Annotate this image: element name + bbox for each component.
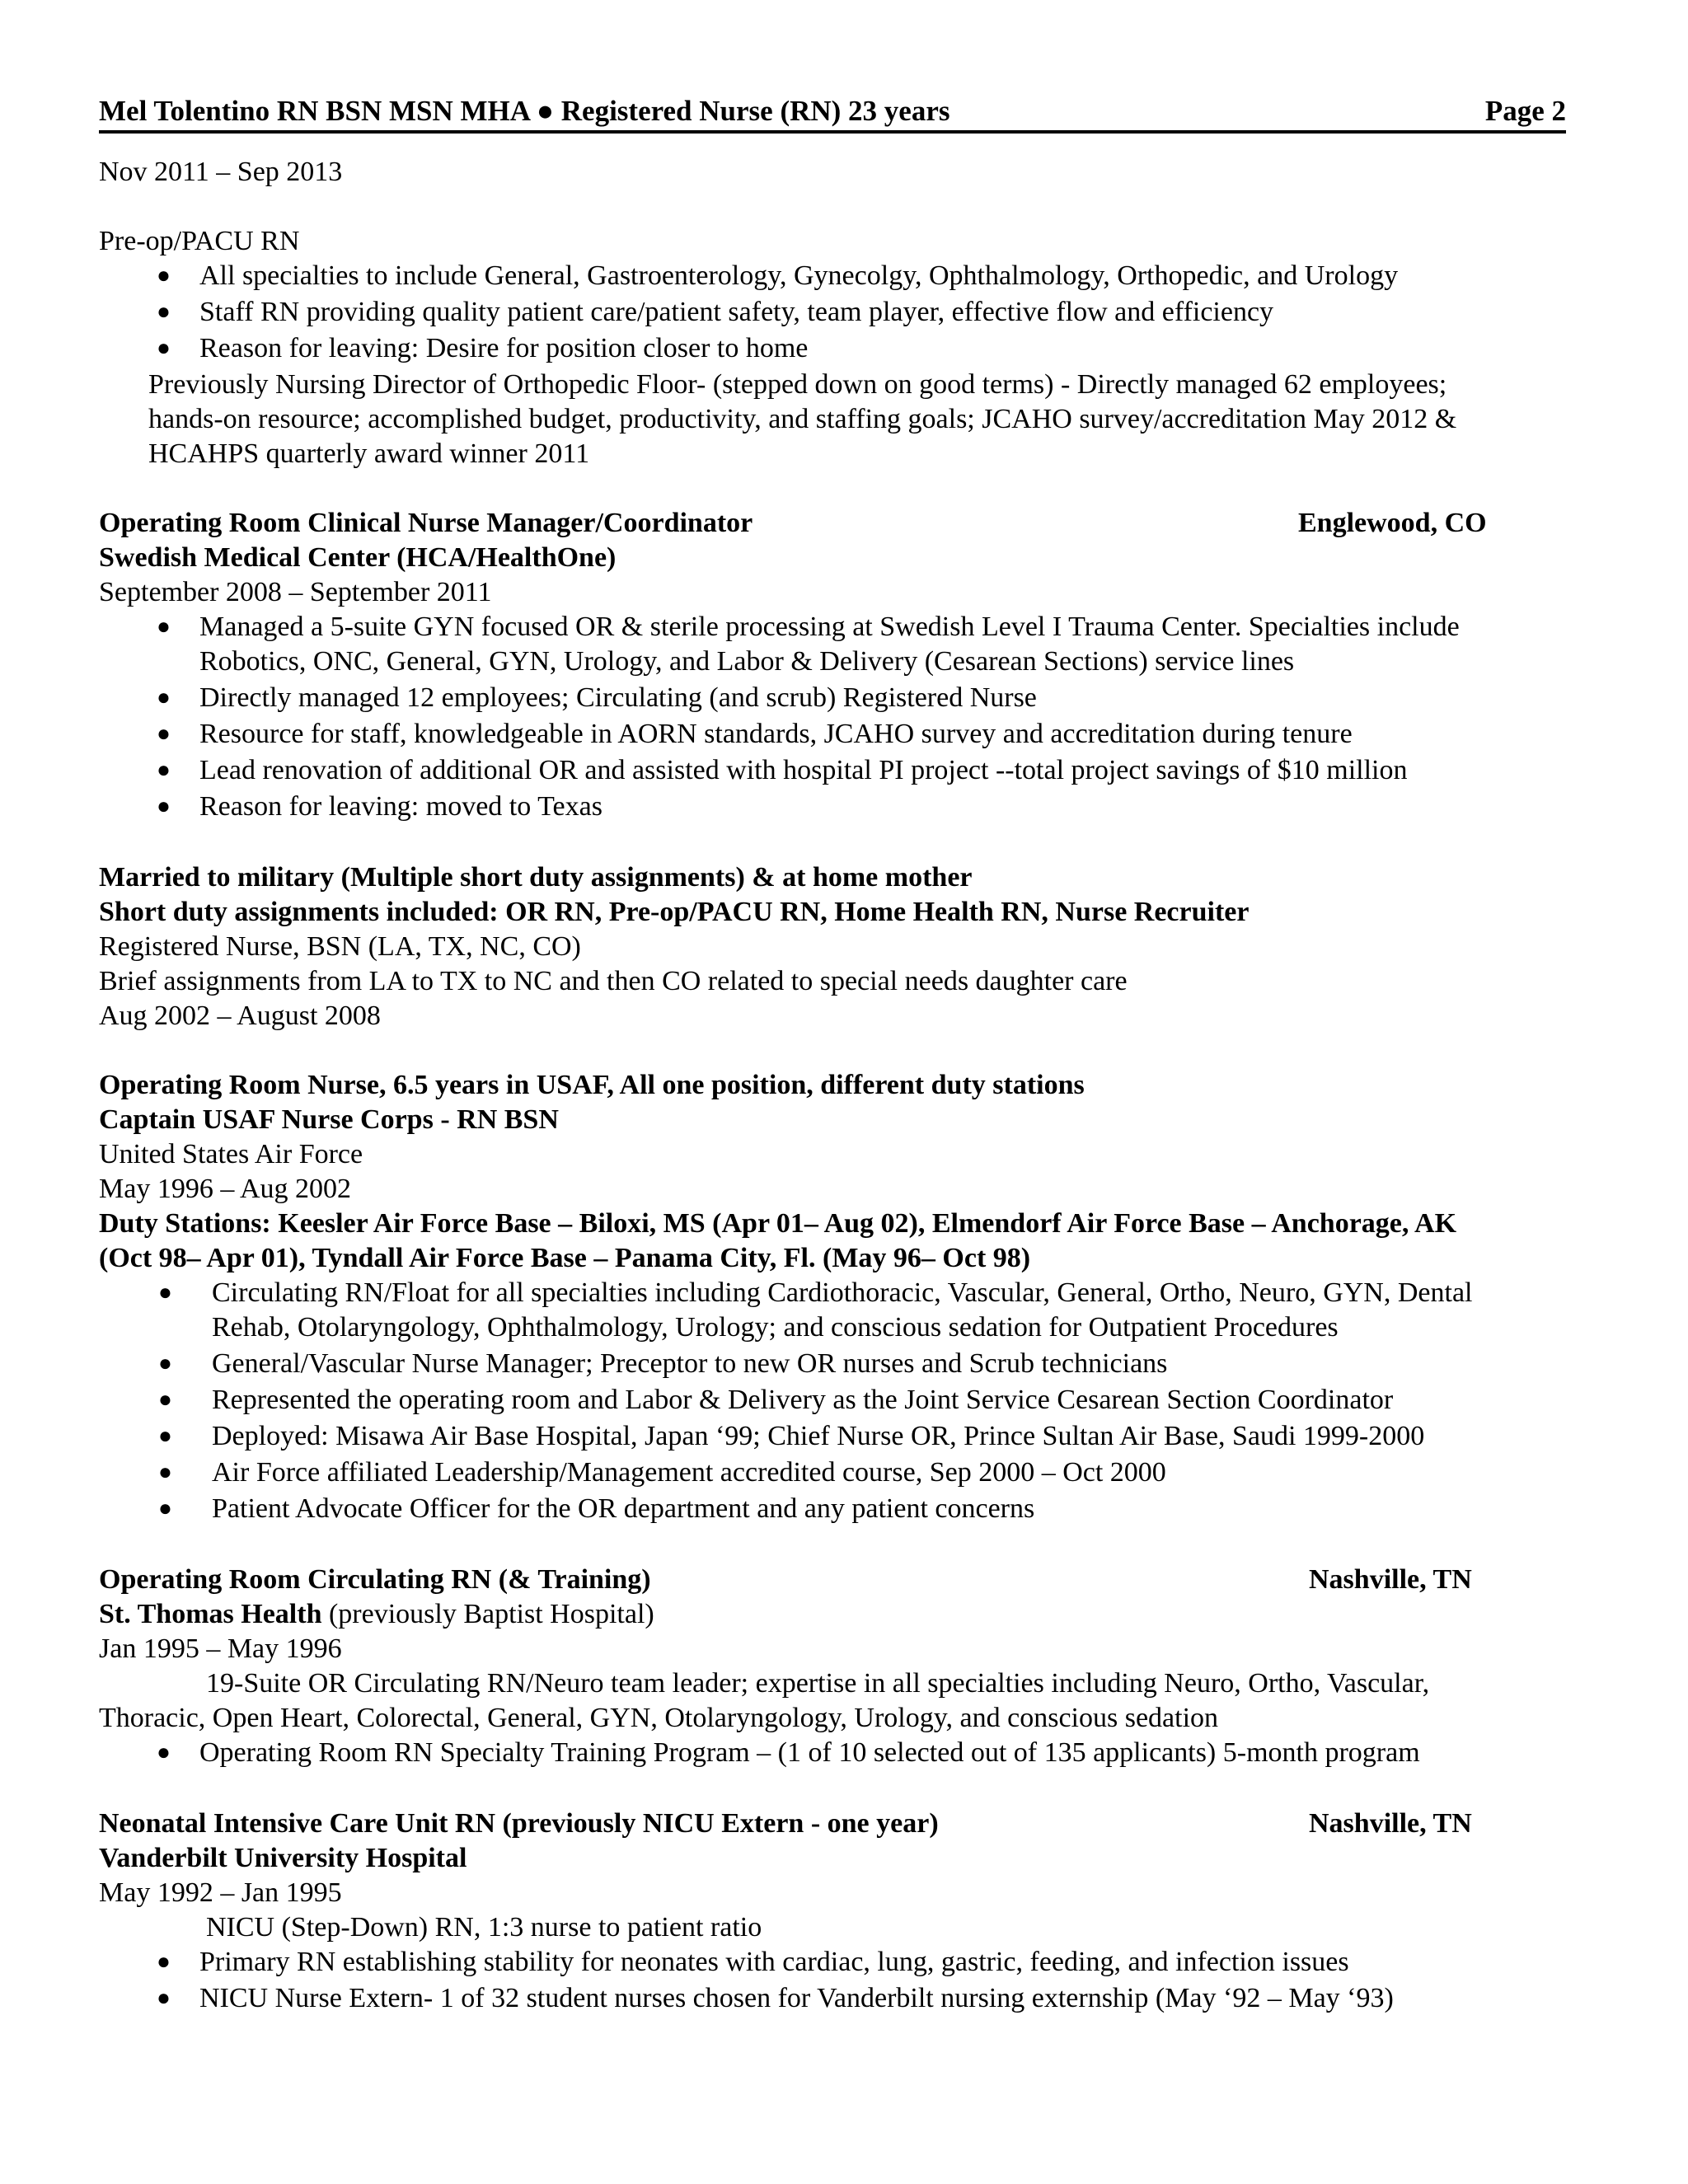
list-item: ● Air Force affiliated Leadership/Management accredited course, Sep 2000 – Oct 2000 bbox=[99, 1455, 1566, 1490]
job-bullets bbox=[99, 1945, 1566, 2016]
duty-stations: Duty Stations: Keesler Air Force Base – Biloxi, MS (Apr 01– Aug 02), Elmendorf Air Force Base – Anchorage, AK bbox=[99, 1208, 1457, 1239]
bullet-icon: ● bbox=[158, 1280, 172, 1305]
job-military-spouse bbox=[99, 860, 1566, 1033]
bullet-icon: ● bbox=[157, 1740, 171, 1765]
list-item: ● Reason for leaving: moved to Texas bbox=[99, 790, 1566, 824]
job-dates: September 2008 – September 2011 bbox=[99, 577, 492, 607]
list-item: ● General/Vascular Nurse Manager; Preceptor to new OR nurses and Scrub technicians bbox=[99, 1347, 1566, 1381]
bullet-icon: ● bbox=[158, 1496, 172, 1521]
job-description: Brief assignments from LA to TX to NC and then CO related to special needs daughter care bbox=[99, 966, 1128, 996]
list-item: ● Staff RN providing quality patient care/patient safety, team player, effective flow and efficiency bbox=[99, 295, 1566, 330]
job-location: Nashville, TN bbox=[1309, 1564, 1472, 1595]
list-item: ● Represented the operating room and Labor & Delivery as the Joint Service Cesarean Section Coordinator bbox=[99, 1383, 1566, 1418]
job-nicu-rn bbox=[99, 1807, 1566, 2016]
bullet-icon: ● bbox=[157, 685, 171, 710]
bullet-icon: ● bbox=[158, 1387, 172, 1413]
job-description: Thoracic, Open Heart, Colorectal, General, GYN, Otolaryngology, Urology, and conscious sedation bbox=[99, 1703, 1219, 1733]
job-description: NICU (Step-Down) RN, 1:3 nurse to patient ratio bbox=[206, 1912, 762, 1943]
job-role: Registered Nurse, BSN (LA, TX, NC, CO) bbox=[99, 931, 581, 962]
bullet-icon: ● bbox=[158, 1423, 172, 1449]
job-dates: Nov 2011 – Sep 2013 bbox=[99, 157, 343, 187]
job-employer: Vanderbilt University Hospital bbox=[99, 1843, 467, 1873]
bullet-icon: ● bbox=[157, 1985, 171, 2011]
bullet-icon: ● bbox=[158, 1460, 172, 1485]
bullet-icon: ● bbox=[157, 721, 171, 747]
job-or-clinical-manager bbox=[99, 506, 1566, 824]
bullet-icon: ● bbox=[157, 1949, 171, 1975]
list-item: ● Resource for staff, knowledgeable in AORN standards, JCAHO survey and accreditation during tenure bbox=[99, 717, 1566, 752]
job-employer: Swedish Medical Center (HCA/HealthOne) bbox=[99, 542, 617, 573]
job-title: Married to military (Multiple short duty assignments) & at home mother bbox=[99, 862, 973, 893]
bullet-icon: ● bbox=[157, 794, 171, 819]
job-employer: United States Air Force bbox=[99, 1139, 363, 1169]
bullet-icon: ● bbox=[157, 614, 171, 640]
job-bullets bbox=[99, 1276, 1566, 1526]
list-item: ● Circulating RN/Float for all specialties including Cardiothoracic, Vascular, General, Ortho, Neuro, GYN, Dental Rehab, Otolaryngology, Ophthalmology, Urology; and conscious sedation for Outpatient Procedures bbox=[158, 1277, 1473, 1343]
job-title: Operating Room Nurse, 6.5 years in USAF, All one position, different duty stations bbox=[99, 1070, 1085, 1100]
job-title: Operating Room Clinical Nurse Manager/Coordinator bbox=[99, 508, 753, 538]
duty-stations: (Oct 98– Apr 01), Tyndall Air Force Base – Panama City, Fl. (May 96– Oct 98) bbox=[99, 1243, 1031, 1273]
job-title: Operating Room Circulating RN (& Training) bbox=[99, 1564, 651, 1595]
job-location: Nashville, TN bbox=[1309, 1808, 1472, 1839]
bullet-icon: ● bbox=[158, 1351, 172, 1376]
list-item: ● Operating Room RN Specialty Training Program – (1 of 10 selected out of 135 applicants) 5-month program bbox=[99, 1736, 1566, 1770]
list-item: ● Directly managed 12 employees; Circulating (and scrub) Registered Nurse bbox=[99, 681, 1566, 715]
job-bullets bbox=[99, 1736, 1566, 1770]
list-item: ● Deployed: Misawa Air Base Hospital, Japan ‘99; Chief Nurse OR, Prince Sultan Air Base, Saudi 1999-2000 bbox=[99, 1419, 1566, 1454]
job-note: hands-on resource; accomplished budget, productivity, and staffing goals; JCAHO survey/accreditation May 2012 & bbox=[148, 404, 1457, 434]
job-dates: Jan 1995 – May 1996 bbox=[99, 1633, 342, 1664]
page-number: Page 2 bbox=[1484, 95, 1566, 127]
job-dates: May 1996 – Aug 2002 bbox=[99, 1174, 351, 1204]
list-item: ● NICU Nurse Extern- 1 of 32 student nurses chosen for Vanderbilt nursing externship (May ‘92 – May ‘93) bbox=[99, 1981, 1566, 2016]
list-item: ● Patient Advocate Officer for the OR department and any patient concerns bbox=[99, 1492, 1566, 1526]
job-employer: St. Thomas Health (previously Baptist Hospital) bbox=[99, 1599, 654, 1629]
list-item: ● Primary RN establishing stability for neonates with cardiac, lung, gastric, feeding, and infection issues bbox=[99, 1945, 1566, 1980]
list-item: ● Lead renovation of additional OR and assisted with hospital PI project --total project savings of $10 million bbox=[99, 753, 1566, 788]
job-location: Englewood, CO bbox=[1298, 508, 1487, 538]
job-dates: May 1992 – Jan 1995 bbox=[99, 1877, 342, 1908]
job-title: Neonatal Intensive Care Unit RN (previously NICU Extern - one year) bbox=[99, 1808, 939, 1839]
job-preop-pacu bbox=[99, 155, 1566, 471]
resume-page bbox=[99, 94, 1566, 2018]
bullet-icon: ● bbox=[157, 299, 171, 325]
header-name: Mel Tolentino RN BSN MSN MHA ● Registered Nurse (RN) 23 years bbox=[99, 95, 950, 127]
job-bullets bbox=[99, 259, 1566, 366]
job-heading bbox=[99, 1563, 1566, 1597]
job-note: HCAHPS quarterly award winner 2011 bbox=[148, 438, 590, 469]
bullet-icon: ● bbox=[157, 335, 171, 361]
job-heading bbox=[99, 1807, 1566, 1841]
list-item: ● Reason for leaving: Desire for position closer to home bbox=[99, 331, 1566, 366]
job-note: Previously Nursing Director of Orthopedic Floor- (stepped down on good terms) - Directly managed 62 employees; bbox=[148, 369, 1447, 400]
job-subtitle: Short duty assignments included: OR RN, Pre-op/PACU RN, Home Health RN, Nurse Recruiter bbox=[99, 897, 1250, 927]
page-header bbox=[99, 94, 1566, 134]
bullet-icon: ● bbox=[157, 263, 171, 288]
list-item: ● Managed a 5-suite GYN focused OR & sterile processing at Swedish Level I Trauma Center. Specialties include Robotics, ONC, General, GYN, Urology, and Labor & Delivery (Cesarean Sections) service lines bbox=[157, 612, 1460, 677]
job-heading bbox=[99, 506, 1566, 541]
job-or-circulating-rn bbox=[99, 1563, 1566, 1770]
list-item: ● All specialties to include General, Gastroenterology, Gynecolgy, Ophthalmology, Orthopedic, and Urology bbox=[99, 259, 1566, 293]
job-description: 19-Suite OR Circulating RN/Neuro team leader; expertise in all specialties including Neuro, Ortho, Vascular, bbox=[206, 1668, 1430, 1699]
job-title: Pre-op/PACU RN bbox=[99, 226, 300, 256]
job-dates: Aug 2002 – August 2008 bbox=[99, 1001, 381, 1031]
bullet-icon: ● bbox=[157, 757, 171, 783]
job-usaf-or-nurse bbox=[99, 1068, 1566, 1526]
job-bullets bbox=[99, 610, 1566, 824]
job-subtitle: Captain USAF Nurse Corps - RN BSN bbox=[99, 1104, 559, 1135]
